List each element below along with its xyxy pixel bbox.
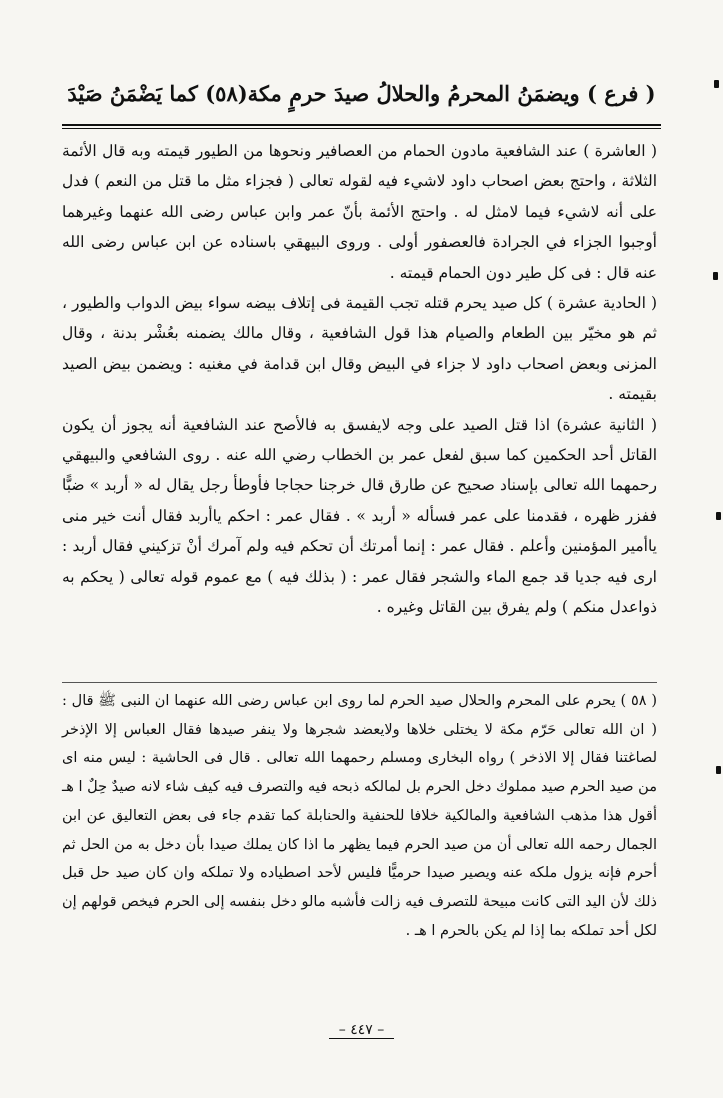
paragraph-tenth: ( العاشرة ) عند الشافعية مادون الحمام من العصافير ونحوها من الطيور قيمته وبه قال الأئمة الثلاثة ، واحتج بعض اصحاب داود لاشيء فيه لقوله تعالى ( فجزاء مثل ما قتل من النعم ) فدل على أنه لاشيء فيما لامثل له . واحتج الأئمة بأنّ عمر وابن عباس رضى الله عنهما وغيرهما أوجبوا الجزاء في الجرادة فالعصفور أولى . وروى البيهقي باسناده عن ابن عباس رضى الله عنه قال : فى كل طير دون الحمام قيمته .: [62, 142, 657, 282]
margin-mark-3: [716, 512, 721, 520]
footnote-divider: [62, 682, 657, 683]
footnote-text: [62, 687, 657, 945]
margin-mark-4: [716, 766, 721, 774]
margin-mark-2: [713, 272, 718, 280]
chapter-heading: ( فرع ) ويضمَنُ المحرمُ والحلالُ صيدَ حرمٍ مكة(٥٨) كما يَضْمَنُ صَيْدَ: [67, 80, 656, 106]
page-number: [0, 1022, 723, 1039]
page-number-label: – ٤٤٧ –: [329, 1022, 394, 1039]
main-text: [62, 136, 657, 623]
heading-double-rule: [62, 124, 661, 129]
paragraph-eleventh: ( الحادية عشرة ) كل صيد يحرم قتله تجب القيمة فى إتلاف بيضه سواء بيض الدواب والطيور ، ثم هو مخيّر بين الطعام والصيام هذا قول الشافعية ، وقال مالك يضمنه بعُشْر بدنة ، وقال المزنى وبعض اصحاب داود لا جزاء في البيض وقال ابن قدامة في مغنيه : ويضمن بيض الصيد بقيمته .: [62, 294, 657, 404]
footnote-58: ( ٥٨ ) يحرم على المحرم والحلال صيد الحرم لما روى ابن عباس رضى الله عنهما ان النبى ﷺ قال : ( ان الله تعالى حَرّم مكة لا يختلى خلاها ولايعضد شجرها ولا ينفر صيدها فقال العباس إلا الإذخر لصاغتنا فقال إلا الاذخر ) رواه البخارى ومسلم رحمهما الله تعالى . قال فى الحاشية : ليس منه اى من صيد الحرم صيد مملوك دخل الحرم بل لمالكه ذبحه فيه والتصرف فيه كيف شاء لانه صيدٌ حِلٌ ا هـ أقول هذا مذهب الشافعية والمالكية خلافا للحنفية والحنابلة كما تقدم جاء فى بعض التعاليق عن ابن الجمال رحمه الله تعالى أن من صيد الحرم فيما يظهر ما اذا كان يملك صيدا بأن دخل به من الحل ثم أحرم فإنه يزول ملكه عنه ويصير صيدا حرميًّا فليس لأحد اصطياده ولا تملكه وان كان صيد حل قبل ذلك لأن اليد التى كانت مبيحة للتصرف فيه زالت فأشبه مالو دخل بنفسه إلى الحرم فيخص قولهم إن لكل أحد تملكه بما إذا لم يكن بالحرم ا هـ .: [62, 693, 657, 939]
margin-mark-1: [714, 80, 719, 88]
paragraph-twelfth: ( الثانية عشرة) اذا قتل الصيد على وجه لايفسق به فالأصح عند الشافعية أنه يجوز أن يكون القاتل أحد الحكمين كما سبق لفعل عمر بن الخطاب رضي الله عنه . روى الشافعي والبيهقي رحمهما الله تعالى بإسناد صحيح عن طارق قال خرجنا حجاجا فأوطأ رجل يقال له « أربد » ضبًّا ففزر ظهره ، فقدمنا على عمر فسأله « أربد » . فقال عمر : احكم ياأربد فقال أنت خير منى ياأمير المؤمنين وأعلم . فقال عمر : إنما أمرتك أن تحكم فيه ولم آمرك أنْ تزكيني فقال أربد : ارى فيه جديا قد جمع الماء والشجر فقال عمر : ( بذلك فيه ) مع عموم قوله تعالى ( يحكم به ذواعدل منكم ) ولم يفرق بين القاتل وغيره .: [62, 415, 657, 617]
